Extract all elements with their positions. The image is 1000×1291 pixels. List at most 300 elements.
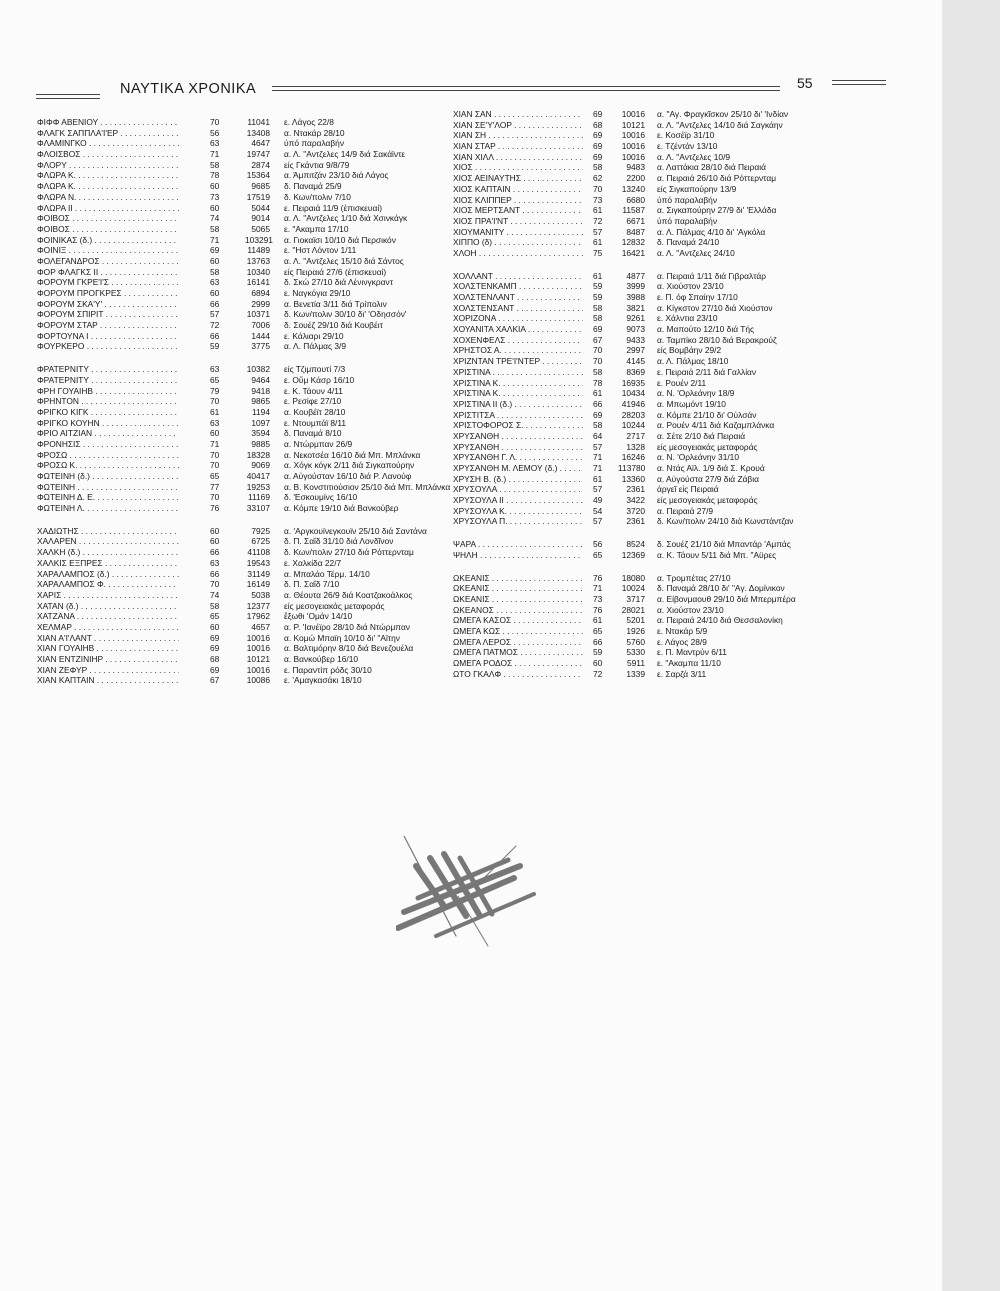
ship-tonnage: 16149 <box>246 579 270 590</box>
ship-tonnage: 10434 <box>621 388 645 399</box>
ship-name-text: ΧΙΟΣ ΑΕΙΝΑΥΤΗΣ <box>453 173 521 184</box>
ship-age: 70 <box>593 183 603 194</box>
ship-age: 49 <box>593 495 603 506</box>
ship-position: α. Ρ. 'Ιανέϊρο 28/10 διά Ντώρμπαν <box>284 621 410 632</box>
ship-name <box>453 248 583 259</box>
ship-name-text: ΧΟΧΕΝΦΕΛΣ <box>453 334 506 345</box>
ship-tonnage: 9069 <box>251 460 270 471</box>
ship-name-text: ΧΡΥΣΗ Β. (δ.) <box>453 473 507 484</box>
ship-name <box>453 615 583 626</box>
ship-name-text: ΧΑΡΑΛΑΜΠΟΣ Φ. <box>37 579 106 590</box>
ship-tonnage: 10016 <box>246 643 270 654</box>
ship-age: 60 <box>210 536 220 547</box>
ship-age: 58 <box>210 266 220 277</box>
ship-name-text: ΦΛΟΙΣΒΟΣ <box>37 149 81 160</box>
ship-position: α. Ντακάρ 28/10 <box>284 127 345 138</box>
ship-name-text: ΧΕΛΜΑΡ <box>37 621 72 632</box>
ship-name-text: ΦΟΙΝΙΞ <box>37 245 67 256</box>
ship-name <box>453 227 583 238</box>
ship-name <box>37 192 179 203</box>
ship-name-text: ΦΟΙΝΙΚΑΣ (δ.) <box>37 234 93 245</box>
ship-age: 61 <box>593 270 603 281</box>
ship-name-text: ΧΡΥΣΟΥΛΑ ΙΙ <box>453 495 504 506</box>
ship-tonnage: 2999 <box>251 298 270 309</box>
ship-tonnage: 40417 <box>246 471 270 481</box>
ship-name-text: ΧΡΥΣΑΝΘΗ <box>453 441 500 452</box>
ship-name-text: ΧΑΛΚΗ (δ.) <box>37 547 81 558</box>
ship-name <box>453 141 583 152</box>
ship-tonnage: 5065 <box>251 223 270 234</box>
ship-name-text: ΦΛΑΓΚ ΣΑΠΠΛΑ'Ι'ΕΡ <box>37 127 118 138</box>
ship-tonnage: 6894 <box>251 288 270 298</box>
ship-name-text: ΧΡΙΣΤΙΝΑ <box>453 366 491 377</box>
ship-tonnage: 9014 <box>251 213 270 224</box>
ship-tonnage: 2361 <box>626 516 645 527</box>
ship-name <box>37 138 179 149</box>
ship-name <box>453 281 583 292</box>
ship-name-text: ΦΡΟΝΗΣΙΣ <box>37 438 81 449</box>
ship-name-text: ΦΩΤΕΙΝΗ (δ.) <box>37 471 90 481</box>
ship-age: 70 <box>593 356 603 367</box>
ship-name-text: ΦΛΩΡΑ Κ. <box>37 181 76 192</box>
ship-age: 63 <box>210 138 220 149</box>
ship-position: ε. Λάγος 22/8 <box>284 117 334 127</box>
ship-tonnage: 10382 <box>246 364 270 375</box>
ship-age: 71 <box>210 149 220 160</box>
ship-age: 60 <box>210 525 220 536</box>
ship-tonnage: 10340 <box>246 266 270 277</box>
ship-age: 60 <box>210 202 220 213</box>
ship-age: 74 <box>210 213 220 224</box>
ship-name <box>453 130 583 141</box>
ship-name <box>37 536 179 547</box>
ship-age: 76 <box>593 572 603 583</box>
ship-tonnage: 9418 <box>251 385 270 396</box>
ship-tonnage: 17962 <box>246 611 270 622</box>
ship-name <box>453 539 583 550</box>
ship-position: ύπό παραλαβήν <box>284 138 345 149</box>
ship-name <box>453 573 583 584</box>
ship-tonnage: 9433 <box>626 334 645 345</box>
ship-name <box>453 658 583 669</box>
ship-name <box>37 418 179 429</box>
ship-age: 58 <box>593 366 603 377</box>
ship-name <box>453 367 583 378</box>
ship-position: ε. Π. όφ Σπαίην 17/10 <box>657 292 738 302</box>
ship-age: 60 <box>210 288 220 298</box>
ship-age: 69 <box>593 409 603 420</box>
ship-age: 65 <box>210 471 220 481</box>
ship-name <box>453 637 583 648</box>
ship-position: α. Νεκοτσέα 16/10 διά Μπ. Μπλάνκα <box>284 449 421 460</box>
ship-name-text: ΧΑΛΚΙΣ ΕΞΠΡΕΣ <box>37 557 103 568</box>
ship-position: είς μεσογειακάς μεταφοράς <box>284 600 385 611</box>
ship-name <box>37 654 179 665</box>
ship-position: α. Γιοκαϊσι 10/10 διά Περσικόν <box>284 234 396 245</box>
ship-name-text: ΧΡΙΖΝΤΑΝ ΤΡΕ'Ι'ΝΤΕΡ <box>453 356 540 367</box>
ship-name <box>453 583 583 594</box>
ship-age: 76 <box>593 604 603 615</box>
ship-age: 60 <box>210 181 220 192</box>
ship-tonnage: 11041 <box>247 117 270 127</box>
ship-age: 77 <box>210 481 220 492</box>
ship-name <box>453 452 583 463</box>
ship-name-text: ΧΡΥΣΑΝΘΗ Μ. ΛΕΜΟΥ (δ.) <box>453 463 558 473</box>
ship-name <box>37 277 179 288</box>
ship-tonnage: 13763 <box>246 255 270 266</box>
ship-tonnage: 18080 <box>621 572 645 583</box>
ship-position: α. Ν. 'Ορλεάνην 31/10 <box>657 452 739 463</box>
ship-name-text: ΧΙΑΝ ΓΟΥΑΙΗΒ <box>37 643 95 654</box>
ship-age: 71 <box>210 438 220 449</box>
ship-name-text: ΦΩΤΕΙΝΗ Δ. Ε. <box>37 492 96 503</box>
ship-position: ε. Ντακάρ 5/9 <box>657 625 708 636</box>
ship-age: 69 <box>593 141 603 152</box>
ship-position: είς Βομβάην 29/2 <box>657 345 722 356</box>
ship-position: ύπό παραλαβήν <box>657 215 718 226</box>
header-rule-right <box>832 80 886 85</box>
ship-position: ε. Πειραιά 11/9 (έπισκευαί) <box>284 202 382 213</box>
ship-name <box>37 482 179 493</box>
ship-name <box>453 184 583 195</box>
ship-name-text: ΦΡΗ ΓΟΥΑΙΗΒ <box>37 385 94 396</box>
ship-position: α. Βενετία 3/11 διά Τρίπολιν <box>284 298 387 309</box>
ship-tonnage: 3775 <box>251 341 270 352</box>
ship-position: α. Κόμπε 21/10 δι' Οὐλσάν <box>657 409 757 420</box>
ship-position: α. Αὐγούστα 27/9 διά Ζάβια <box>657 473 759 484</box>
ship-age: 68 <box>593 119 603 130</box>
ship-position: α. Σιγκαπούρην 27/9 δι' 'Ελλάδα <box>657 205 777 216</box>
ship-age: 57 <box>593 484 603 495</box>
ship-position: α. Ντάς Αϊλ. 1/9 διά Σ. Κρουά <box>657 463 765 473</box>
ship-position: α. Λ. Πάλμας 3/9 <box>284 341 347 352</box>
ship-name-text: ΩΚΕΑΝΙΣ <box>453 583 490 594</box>
ship-age: 66 <box>210 547 220 558</box>
ship-tonnage: 5760 <box>626 636 645 647</box>
ship-name-text: ΩΜΕΓΑ ΠΑΤΜΟΣ <box>453 647 518 658</box>
ship-name <box>37 569 179 580</box>
ship-tonnage: 12369 <box>621 549 645 560</box>
ship-position: α. Αὐγούσταν 16/10 διά Ρ. Λανούφ <box>284 471 412 481</box>
ship-tonnage: 10086 <box>246 675 270 686</box>
ship-position: δ. Σκώ 27/10 διά Λένινγκραντ <box>284 277 393 288</box>
ship-position: δ. Κων/πολιν 24/10 διά Κωνστάντζαν <box>657 516 794 527</box>
ship-name <box>37 235 179 246</box>
ship-age: 60 <box>593 658 603 668</box>
ship-name <box>37 341 179 352</box>
ship-name-text: ΧΡΙΣΤΙΝΑ Κ. <box>453 388 501 399</box>
ship-position: α. Πειραιά 24/10 διά Θεσσαλονίκη <box>657 615 783 626</box>
ship-name-text: ΧΡΥΣΑΝΘΗ <box>453 430 500 441</box>
ship-age: 70 <box>210 492 220 503</box>
ship-age: 58 <box>210 223 220 234</box>
ship-position: ε. 'Αμαγκασάκι 18/10 <box>284 675 362 686</box>
ship-tonnage: 1097 <box>251 417 270 428</box>
ship-position: ε. "Ακαμπα 11/10 <box>657 658 721 668</box>
ship-age: 66 <box>593 636 603 647</box>
ship-tonnage: 8369 <box>626 366 645 377</box>
ship-name <box>37 471 179 482</box>
ship-position: δ. Σουέζ 21/10 διά Μπαντάρ 'Αμπάς <box>657 539 791 550</box>
ship-tonnage: 17519 <box>246 191 270 202</box>
ship-name-text: ΧΙΠΠΟ (δ) <box>453 237 493 248</box>
ship-position: ε. Οὔμ Κάσρ 16/10 <box>284 374 355 385</box>
ship-name-text: ΧΙΑΝ ΣΑΝ <box>453 109 492 119</box>
ship-tonnage: 4647 <box>251 138 270 149</box>
ship-name <box>453 356 583 367</box>
ship-tonnage: 33107 <box>246 503 270 514</box>
ship-age: 66 <box>210 568 220 579</box>
ship-tonnage: 3422 <box>626 495 645 506</box>
ship-name-text: ΦΡΑΤΕΡΝΙΤΥ <box>37 374 89 385</box>
header-rule-middle <box>272 86 780 91</box>
ship-name-text: ΦΟΡΟΥΜ ΣΠΙΡΙΤ <box>37 309 104 320</box>
ship-position: α. Βανκούβερ 16/10 <box>284 654 359 664</box>
ship-tonnage: 11587 <box>622 205 645 216</box>
ship-name-text: ΧΙΟΥΜΑΝΙΤΥ <box>453 226 505 237</box>
ship-position: ε. Ρεσίφε 27/10 <box>284 396 342 407</box>
ship-age: 58 <box>593 420 603 431</box>
ship-position: ε. Κάλιαρι 29/10 <box>284 330 344 341</box>
ship-age: 73 <box>593 194 603 205</box>
ship-position: είς Γκάντια 9/8/79 <box>284 159 350 170</box>
ship-position: α. Κουβέϊτ 28/10 <box>284 406 346 417</box>
ship-age: 54 <box>593 505 603 516</box>
ship-age: 62 <box>593 173 603 184</box>
ship-age: 70 <box>210 449 220 460</box>
ship-tonnage: 9073 <box>626 324 645 335</box>
ship-age: 60 <box>210 255 220 266</box>
ship-age: 72 <box>210 320 220 331</box>
ship-tonnage: 19543 <box>246 557 270 568</box>
ship-name-text: ΧΑΤΖΑΝΑ <box>37 611 75 622</box>
ship-name <box>37 256 179 267</box>
ship-name <box>37 288 179 299</box>
ship-tonnage: 11169 <box>247 492 270 503</box>
ship-name-text: ΧΟΛΣΤΕΝΚΑΜΠ <box>453 281 517 292</box>
ship-age: 65 <box>210 374 220 385</box>
ship-age: 69 <box>593 109 603 119</box>
ship-name-text: ΦΡΙΓΚΟ ΚΙΓΚ <box>37 406 89 417</box>
ship-name-text: ΦΛΟΡΥ <box>37 159 67 170</box>
ship-tonnage: 12377 <box>246 600 270 611</box>
ship-age: 70 <box>210 460 220 471</box>
ship-name <box>453 205 583 216</box>
ship-name <box>37 149 179 160</box>
ship-position: α. Θέουτα 26/9 διά Κοατζακοάλκος <box>284 589 413 600</box>
ship-age: 58 <box>210 600 220 611</box>
ship-name <box>37 117 179 128</box>
ship-age: 74 <box>210 589 220 600</box>
ship-position: α. Μαπούτο 12/10 διά Τής <box>657 324 755 335</box>
ship-age: 67 <box>210 675 220 686</box>
ship-position: ε. Π. Μαντρύν 6/11 <box>657 647 727 658</box>
ship-tonnage: 9483 <box>626 162 645 173</box>
ship-name-text: ΦΟΥΡΚΕΡΟ <box>37 341 85 352</box>
ship-age: 66 <box>593 398 603 409</box>
ship-position: α. Μπαλάο Τέρμ. 14/10 <box>284 568 370 579</box>
ship-position: α. Σέτε 2/10 διά Πειραιά <box>657 430 746 441</box>
ship-age: 70 <box>210 117 220 127</box>
ship-position: α. Ν. 'Ορλεάνην 18/9 <box>657 388 735 399</box>
ship-name <box>453 378 583 389</box>
ship-position: ε. Σαρζά 3/11 <box>657 668 707 679</box>
ship-name-text: ΦΟΡΟΥΜ ΓΚΡΕ'Ι'Σ <box>37 277 109 288</box>
ship-tonnage: 6680 <box>626 194 645 205</box>
ship-name <box>453 516 583 527</box>
ship-name <box>37 558 179 569</box>
ship-age: 60 <box>210 621 220 632</box>
ship-position: ε. "Ηστ Λόντον 1/11 <box>284 245 357 256</box>
ship-name <box>37 601 179 612</box>
ship-name <box>453 669 583 680</box>
ship-name-text: ΩΚΕΑΝΙΣ <box>453 572 490 583</box>
ship-name <box>453 399 583 410</box>
ship-name-text: ΧΟΥΑΝΙΤΑ ΧΑΛΚΙΑ <box>453 324 526 335</box>
ship-position: α. Λαττάκια 28/10 διά Πειραιά <box>657 162 766 173</box>
ship-tonnage: 4657 <box>251 621 270 632</box>
ship-name-text: ΧΙΟΣ ΠΡΑ'Ι'ΝΤ <box>453 215 509 226</box>
ship-position: α. Κ. Τάουν 5/11 διά Μπ. "Αϋρες <box>657 549 777 560</box>
ship-age: 58 <box>593 313 603 324</box>
ship-name-text: ΧΑΤΑΝ (δ.) <box>37 600 79 611</box>
ship-name-text: ΧΙΑΝ ΧΙΛΛ <box>453 151 494 162</box>
ship-name-text: ΧΙΑΝ ΣΗ <box>453 130 487 141</box>
ship-tonnage: 13360 <box>621 473 645 484</box>
ship-position: δ. Π. Σαΐδ 31/10 διά Λονδῖνον <box>284 536 394 547</box>
ship-name <box>453 463 583 474</box>
ship-name-text: ΧΡΗΣΤΟΣ Α. <box>453 345 502 356</box>
ship-position: δ. Π. Σαΐδ 7/10 <box>284 579 340 590</box>
ship-tonnage: 5038 <box>251 589 270 600</box>
ship-age: 73 <box>210 191 220 202</box>
ship-name <box>37 309 179 320</box>
ship-tonnage: 113780 <box>618 463 646 473</box>
ship-tonnage: 5911 <box>626 658 645 668</box>
ship-name-text: ΦΡΟΣΩ <box>37 449 68 460</box>
ship-tonnage: 19253 <box>246 481 270 492</box>
ship-name <box>37 203 179 214</box>
ship-position: α. Λ. "Αντζελες 14/9 διά Σακάϊντε <box>284 149 406 160</box>
ship-name <box>37 665 179 676</box>
ship-name-text: ΦΩΤΕΙΝΗ <box>37 481 76 492</box>
ship-name-text: ΧΟΛΛΑΝΤ <box>453 270 493 281</box>
ship-age: 71 <box>593 463 603 473</box>
ship-name-text: ΧΑΡΑΛΑΜΠΟΣ (δ.) <box>37 568 110 579</box>
ship-name <box>37 439 179 450</box>
ship-name <box>37 170 179 181</box>
ship-position: δ. Παναμά 24/10 <box>657 237 720 248</box>
ship-position: α. Κόμπε 19/10 διά Βανκούβερ <box>284 503 399 514</box>
ship-age: 72 <box>593 668 603 679</box>
ship-name-text: ΧΑΡΙΣ <box>37 589 62 600</box>
ship-tonnage: 16935 <box>621 377 645 388</box>
ship-name-text: ΩΚΕΑΝΙΣ <box>453 593 490 604</box>
ship-name-text: ΧΡΙΣΤΙΝΑ ΙΙ (δ.) <box>453 398 513 409</box>
ship-position: είς μεσογειακάς μεταφοράς <box>657 441 758 452</box>
ship-name <box>37 633 179 644</box>
ship-position: ε. Ρουέν 2/11 <box>657 377 707 388</box>
ship-name-text: ΧΡΥΣΟΥΛΑ Κ. <box>453 505 508 516</box>
ship-name <box>453 271 583 282</box>
ship-age: 75 <box>593 247 603 258</box>
ship-name <box>37 643 179 654</box>
ship-tonnage: 2874 <box>251 159 270 170</box>
ship-age: 63 <box>210 277 220 288</box>
ship-tonnage: 9685 <box>251 181 270 192</box>
ship-name <box>453 506 583 517</box>
ship-name <box>453 420 583 431</box>
ship-position: α. 'Αργκουϊνεγκουϊν 25/10 διά Σαντάνα <box>284 525 427 536</box>
ship-name <box>37 375 179 386</box>
ship-position: δ. Παναμά 25/9 <box>284 181 342 192</box>
ship-position: α. Λ. "Αντζελες 24/10 <box>657 247 735 258</box>
ship-name-text: ΧΟΛΣΤΕΝΣΑΝΤ <box>453 302 515 313</box>
ship-age: 57 <box>593 226 603 237</box>
ship-name <box>37 299 179 310</box>
ship-name <box>453 216 583 227</box>
ship-name <box>453 388 583 399</box>
ship-name-text: ΧΑΔΙΩΤΗΣ <box>37 525 79 536</box>
ship-name-text: ΧΡΥΣΑΝΘΗ Γ. Λ. <box>453 452 518 463</box>
ship-name-text: ΦΡΟΣΩ Κ. <box>37 460 78 471</box>
ship-tonnage: 3988 <box>626 292 645 302</box>
ship-name <box>453 605 583 616</box>
ship-name <box>453 550 583 561</box>
ship-tonnage: 5044 <box>251 202 270 213</box>
ship-name-text: ΦΡΗΝΤΟΝ <box>37 396 79 407</box>
ship-name <box>37 675 179 686</box>
ship-position: α. Λ. "Αντζελες 1/10 διά Χσινκάγκ <box>284 213 408 224</box>
ship-tonnage: 18328 <box>246 449 270 460</box>
ship-name-text: ΧΙΟΣ <box>453 162 473 173</box>
ship-position: α. Άμπιτζάν 23/10 διά Λάγος <box>284 170 389 181</box>
ship-name <box>453 335 583 346</box>
ship-position: ε. Πειραιά 2/11 διά Γαλλίαν <box>657 366 757 377</box>
ship-name <box>453 431 583 442</box>
ship-name <box>453 292 583 303</box>
ship-age: 70 <box>210 396 220 407</box>
ship-position: ἔξωθι 'Ομάν 14/10 <box>284 611 353 622</box>
ship-age: 61 <box>593 237 603 248</box>
ship-tonnage: 16421 <box>621 247 645 258</box>
ship-tonnage: 103291 <box>245 234 273 245</box>
ship-position: ε. Χάλντια 23/10 <box>657 313 718 324</box>
ship-tonnage: 3999 <box>626 281 645 292</box>
ship-name <box>453 303 583 314</box>
ship-name-text: ΦΟΡΟΥΜ ΠΡΟΓΚΡΕΣ <box>37 288 122 298</box>
ship-name <box>37 460 179 471</box>
ship-position: ε. Κ. Τάουν 4/11 <box>284 385 343 396</box>
ship-name-text: ΦΟΡΟΥΜ ΣΚΑ'Υ' <box>37 298 103 309</box>
ship-name-text: ΦΟΛΕΓΑΝΔΡΟΣ <box>37 255 100 266</box>
ship-tonnage: 10016 <box>621 141 645 152</box>
ship-position: δ. Παναμά 28/10 δι' "Αγ. Δομίνικον <box>657 583 785 594</box>
ship-age: 61 <box>593 615 603 626</box>
ship-age: 76 <box>210 503 220 514</box>
ship-tonnage: 1194 <box>251 406 270 417</box>
ship-age: 61 <box>593 473 603 484</box>
ship-name <box>453 626 583 637</box>
ship-tonnage: 5201 <box>626 615 645 626</box>
ship-tonnage: 10016 <box>621 130 645 141</box>
ship-age: 59 <box>593 281 603 292</box>
ship-age: 66 <box>210 298 220 309</box>
ship-name-text: ΧΙΑΝ Α'Ι'ΛΑΝΤ <box>37 632 92 643</box>
ship-position: α. Λ. "Αντζελες 15/10 διά Σάντος <box>284 255 404 266</box>
ship-name-text: ΧΙΟΣ ΚΑΠΤΑΙΝ <box>453 183 511 194</box>
ship-name <box>453 647 583 658</box>
